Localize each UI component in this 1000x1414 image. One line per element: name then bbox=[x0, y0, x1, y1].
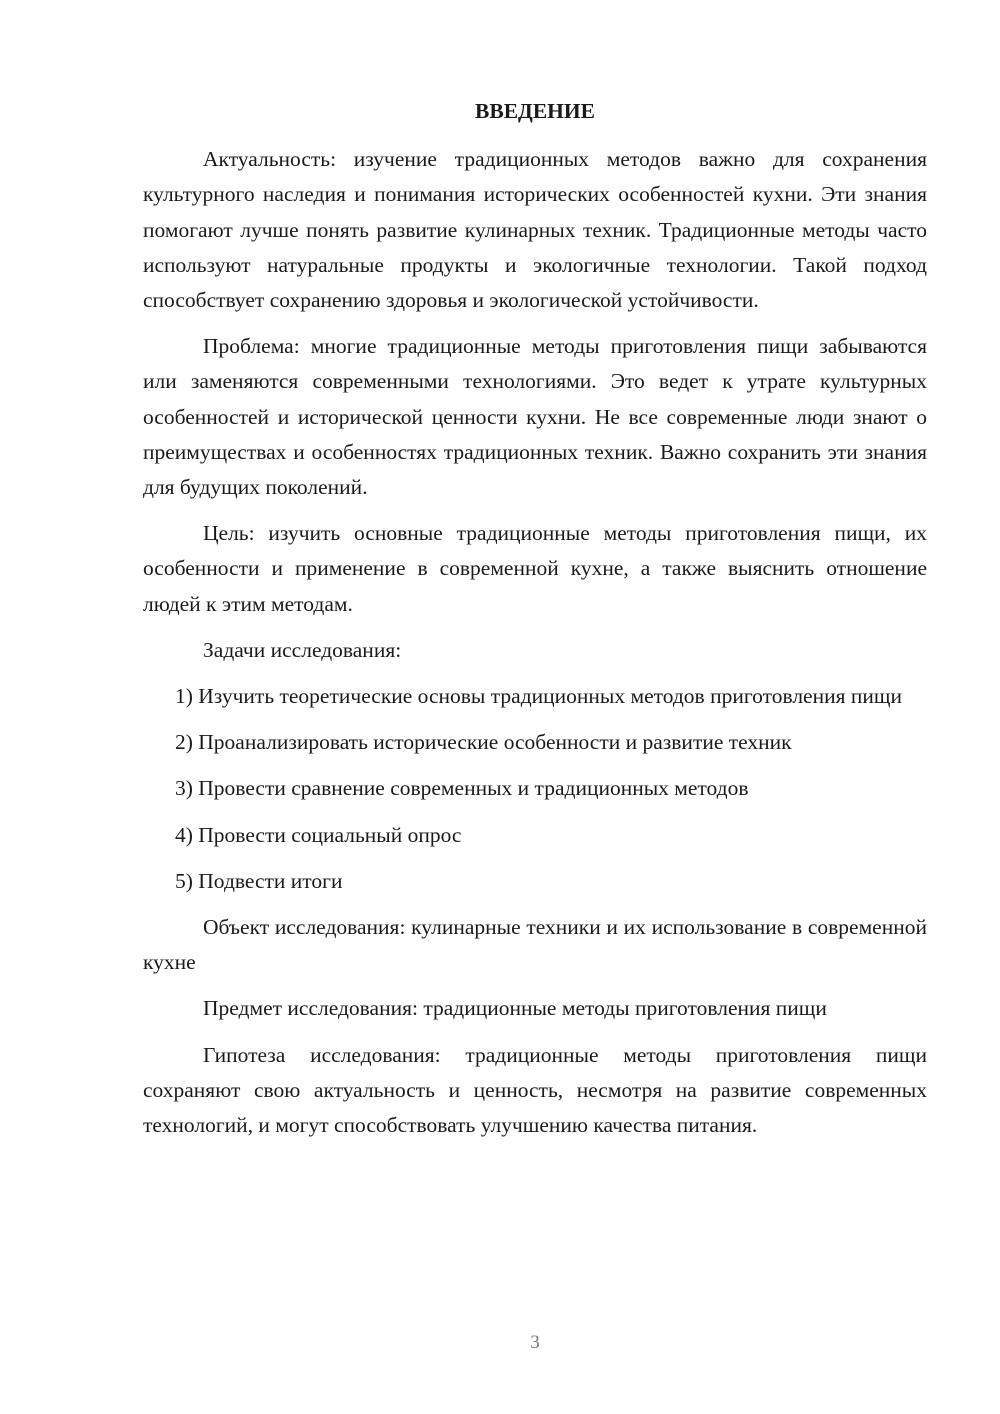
task-item: 2) Проанализировать исторические особенности и развитие техник bbox=[175, 730, 792, 755]
object-paragraph: Объект исследования: кулинарные техники и их использование в современной кухне bbox=[143, 915, 927, 975]
task-item: 5) Подвести итоги bbox=[175, 868, 343, 893]
section-title: ВВЕДЕНИЕ bbox=[475, 99, 595, 123]
tasks-heading: Задачи исследования: bbox=[203, 637, 402, 662]
page-content bbox=[143, 94, 927, 1154]
task-item: 4) Провести социальный опрос bbox=[175, 822, 462, 847]
hypothesis-paragraph: Гипотеза исследования: традиционные методы приготовления пищи сохраняют свою актуальность и ценность, несмотря на развитие современных технологий, и могут способствовать улучшению качества питания. bbox=[143, 1042, 927, 1138]
subject-paragraph: Предмет исследования: традиционные методы приготовления пищи bbox=[203, 996, 827, 1021]
tasks-list bbox=[143, 679, 927, 899]
problem-paragraph: Проблема: многие традиционные методы приготовления пищи забываются или заменяются современными технологиями. Это ведет к утрате культурных особенностей и исторической ценности кухни. Не все современные люди знают о преимуществах и особенностях традиционных техник. Важно сохранить эти знания для будущих поколений. bbox=[143, 334, 927, 500]
task-item: 1) Изучить теоретические основы традиционных методов приготовления пищи bbox=[175, 684, 902, 709]
relevance-paragraph: Актуальность: изучение традиционных методов важно для сохранения культурного наследия и понимания исторических особенностей кухни. Эти знания помогают лучше понять развитие кулинарных техник. Традиционные методы часто используют натуральные продукты и экологичные технологии. Такой подход способствует сохранению здоровья и экологической устойчивости. bbox=[143, 147, 927, 313]
goal-paragraph: Цель: изучить основные традиционные методы приготовления пищи, их особенности и применение в современной кухне, а также выяснить отношение людей к этим методам. bbox=[143, 521, 927, 616]
task-item: 3) Провести сравнение современных и традиционных методов bbox=[175, 776, 749, 801]
page-number: 3 bbox=[530, 1332, 540, 1353]
